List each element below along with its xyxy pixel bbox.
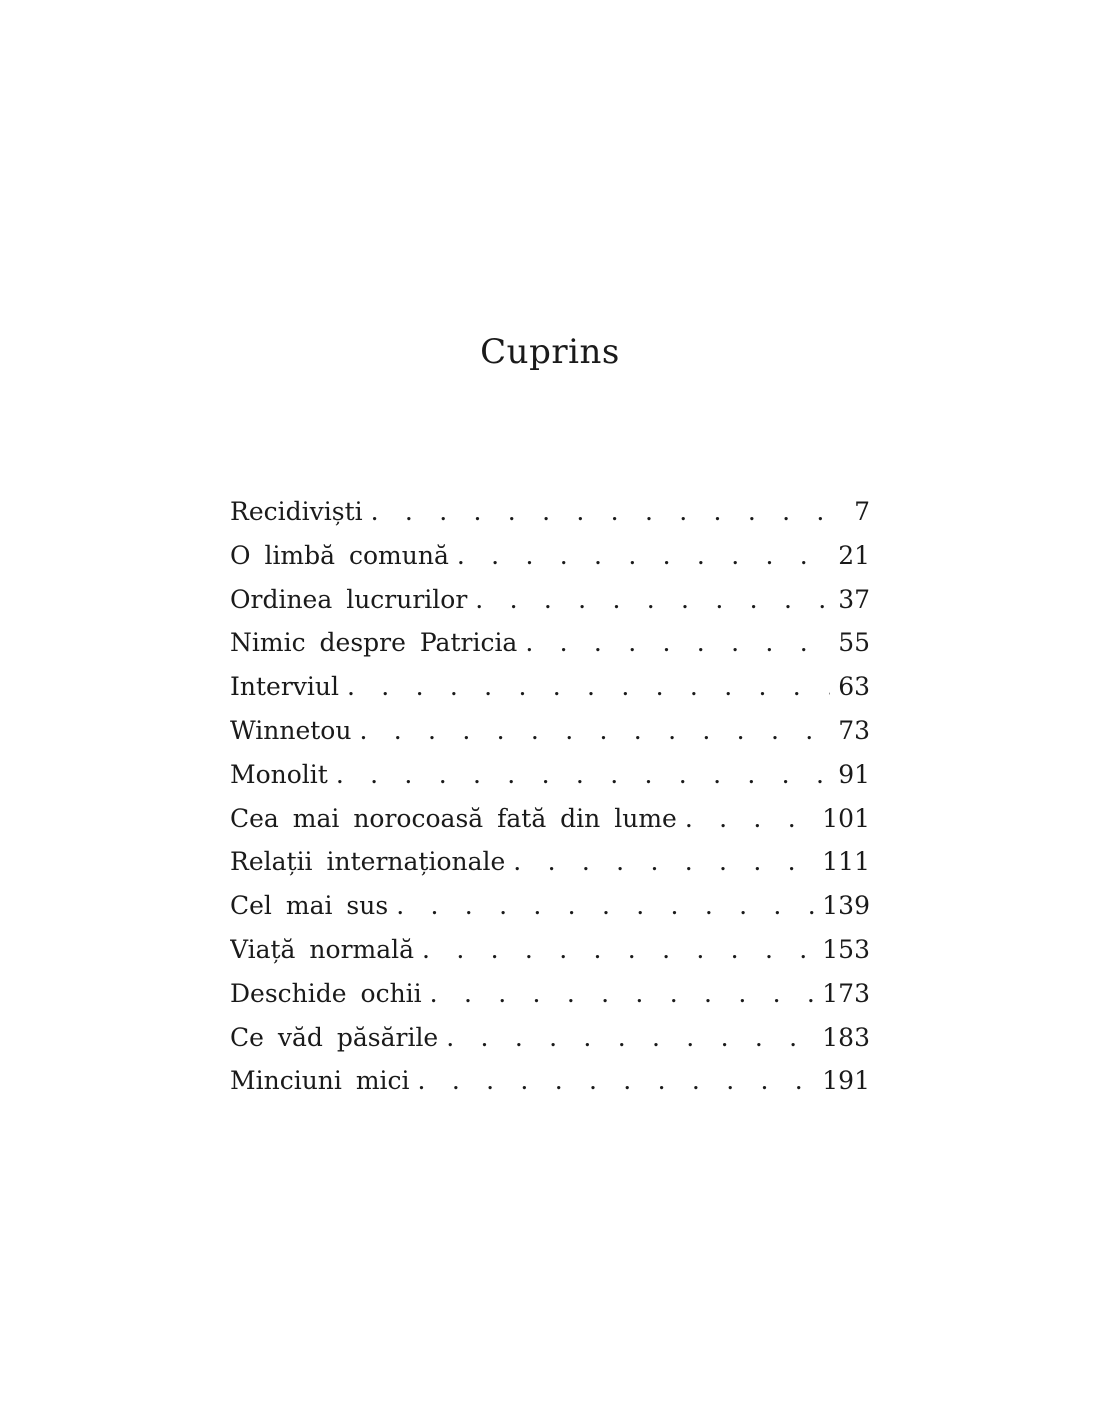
toc-entry-title: Winnetou bbox=[230, 715, 352, 745]
toc-entry-title: Monolit bbox=[230, 759, 328, 789]
toc-entry-page-number: 55 bbox=[838, 628, 870, 658]
toc-entry bbox=[230, 797, 870, 841]
dot-leader bbox=[396, 884, 814, 928]
toc-entry-title: Deschide ochii bbox=[230, 978, 422, 1008]
toc-entry-title: Relații internaționale bbox=[230, 847, 506, 877]
toc-entry-page-number: 21 bbox=[838, 540, 870, 570]
toc-entry bbox=[230, 534, 870, 578]
toc-entry bbox=[230, 709, 870, 753]
dot-leader bbox=[475, 578, 830, 622]
dot-leader bbox=[525, 621, 830, 665]
toc-entry bbox=[230, 490, 870, 534]
toc-entry-page-number: 153 bbox=[822, 934, 870, 964]
toc-entry-page-number: 91 bbox=[838, 759, 870, 789]
toc-entry-page-number: 7 bbox=[854, 497, 870, 526]
toc-entry bbox=[230, 840, 870, 884]
toc-entry-page-number: 183 bbox=[822, 1022, 870, 1052]
toc-entry-title: Nimic despre Patricia bbox=[230, 628, 518, 658]
toc-entry-page-number: 101 bbox=[822, 803, 870, 833]
toc-entry-title: Viață normală bbox=[230, 934, 415, 964]
toc-entry-title: Ordinea lucrurilor bbox=[230, 584, 468, 614]
toc-entry-title: O limbă comună bbox=[230, 540, 449, 570]
toc-entry bbox=[230, 884, 870, 928]
dot-leader bbox=[359, 709, 830, 753]
dot-leader bbox=[513, 840, 814, 884]
toc-entry bbox=[230, 972, 870, 1016]
dot-leader bbox=[422, 928, 814, 972]
dot-leader bbox=[685, 797, 814, 841]
toc-entry-title: Minciuni mici bbox=[230, 1066, 410, 1096]
toc-entry bbox=[230, 621, 870, 665]
toc-entry-title: Cea mai norocoasă fată din lume bbox=[230, 803, 677, 833]
dot-leader bbox=[347, 665, 830, 709]
toc-entry-title: Cel mai sus bbox=[230, 891, 389, 921]
toc-entry-title: Interviul bbox=[230, 672, 339, 702]
dot-leader bbox=[418, 1059, 815, 1103]
dot-leader bbox=[446, 1016, 814, 1060]
table-of-contents bbox=[230, 490, 870, 1103]
dot-leader bbox=[371, 490, 846, 534]
toc-entry bbox=[230, 1016, 870, 1060]
page-title: Cuprins bbox=[480, 332, 620, 372]
toc-entry bbox=[230, 578, 870, 622]
dot-leader bbox=[457, 534, 830, 578]
toc-entry bbox=[230, 753, 870, 797]
toc-entry-title: Ce văd păsările bbox=[230, 1022, 439, 1052]
toc-entry-page-number: 139 bbox=[822, 891, 870, 921]
toc-entry-page-number: 73 bbox=[838, 715, 870, 745]
dot-leader bbox=[336, 753, 830, 797]
toc-entry-page-number: 37 bbox=[838, 584, 870, 614]
toc-entry bbox=[230, 665, 870, 709]
toc-entry bbox=[230, 928, 870, 972]
toc-entry-page-number: 173 bbox=[822, 978, 870, 1008]
toc-entry-page-number: 191 bbox=[822, 1066, 870, 1096]
dot-leader bbox=[430, 972, 815, 1016]
toc-entry-page-number: 111 bbox=[822, 847, 870, 877]
toc-entry-page-number: 63 bbox=[838, 672, 870, 702]
toc-entry bbox=[230, 1059, 870, 1103]
toc-entry-title: Recidiviști bbox=[230, 497, 363, 526]
